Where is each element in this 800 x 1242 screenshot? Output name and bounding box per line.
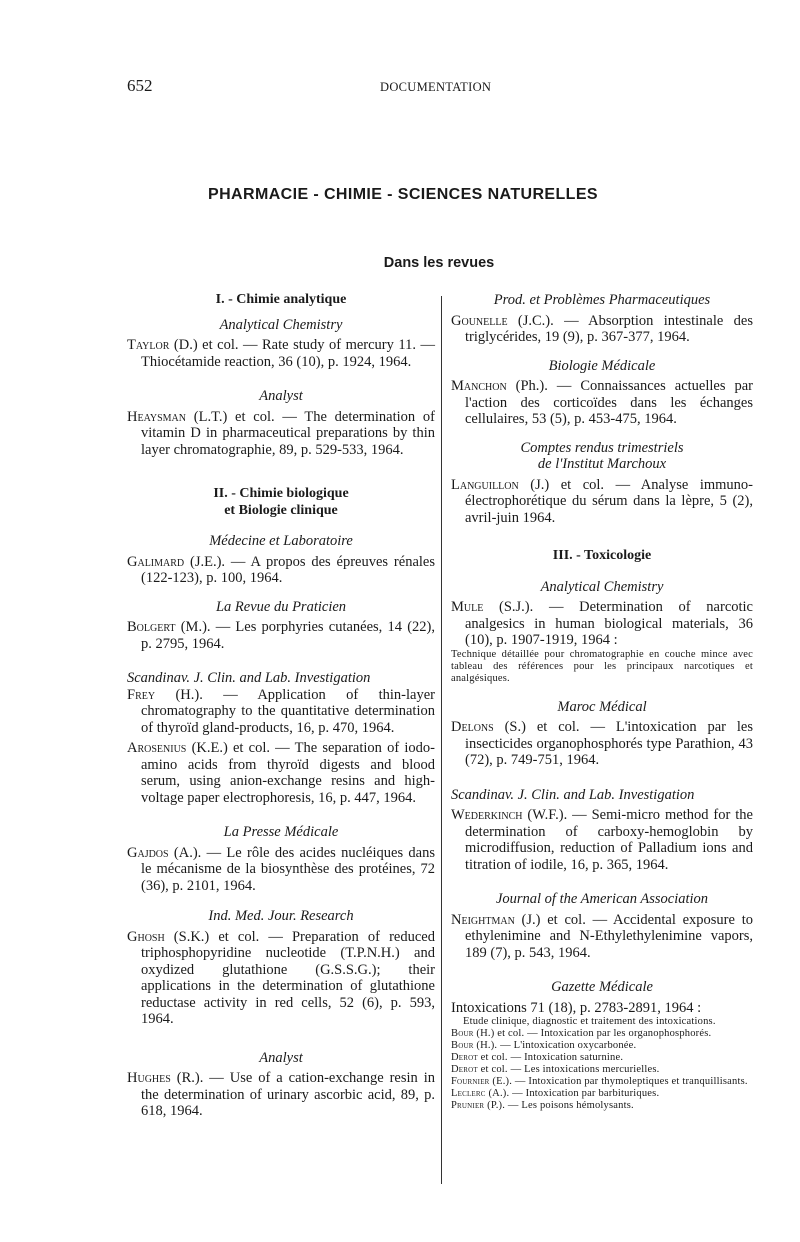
section-heading: et Biologie clinique xyxy=(224,502,338,518)
bibliography-entry xyxy=(451,912,753,962)
journal-title: La Presse Médicale xyxy=(223,824,339,840)
journal-title: Ind. Med. Jour. Research xyxy=(208,908,354,924)
entry-text: (Ph.). — Connaissances actuelles par l'action des corticoïdes dans les échanges cellulaires, 53 (5), p. 453-475, 1964. xyxy=(465,378,753,427)
entry-text: (K.E.) et col. — The separation of iodo-amino acids from thyroïd digests and blood serum, using anion-exchange resins and high-voltage paper electrophoresis, 16, p. 447, 1964. xyxy=(141,740,435,806)
journal-title: Médecine et Laboratoire xyxy=(209,533,353,549)
bibliography-entry xyxy=(451,313,753,346)
journal-title: Analyst xyxy=(259,388,303,404)
entry-text: (H.) et col. — Intoxication par les organophosphorés. xyxy=(473,1028,712,1039)
bibliography-entry xyxy=(127,409,435,459)
sub-entry xyxy=(451,1040,753,1052)
entry-text: (J.) et col. — Accidental exposure to ethylenimine and N-Ethylethylenimine vapors, 189 (7), p. 543, 1964. xyxy=(465,911,753,961)
sub-entry xyxy=(451,1064,753,1076)
journal-title: Journal of the American Association xyxy=(495,891,709,907)
journal-title: Biologie Médicale xyxy=(548,357,656,374)
sub-entry xyxy=(451,1052,753,1064)
bibliography-entry: Intoxications 71 (18), p. 2783-2891, 1964 : xyxy=(451,999,702,1016)
entry-text: (A.). — Le rôle des acides nucléiques dans le mécanisme de la biosynthèse des protéines, 72 (36), p. 2101, 1964. xyxy=(141,844,435,894)
author-name: Wederkinch xyxy=(451,807,523,823)
author-name: Bolgert xyxy=(127,619,176,635)
page-subtitle: Dans les revues xyxy=(383,255,495,271)
author-name: Manchon xyxy=(451,378,507,394)
journal-title: Analytical Chemistry xyxy=(540,578,664,595)
entry-text: (P.). — Les poisons hémolysants. xyxy=(484,1100,634,1111)
author-name: Hughes xyxy=(127,1070,171,1086)
journal-title: Gazette Médicale xyxy=(551,979,653,995)
left-column xyxy=(127,292,435,1120)
sub-entry xyxy=(451,1028,753,1040)
entry-text: et col. — Les intoxications mercurielles. xyxy=(477,1064,660,1075)
entry-text: (S.J.). — Determination of narcotic analgesics in human biological materials, 36 (10), p. 1907-1919, 1964 : xyxy=(465,599,753,648)
entry-text: (W.F.). — Semi-micro method for the determination of carboxy-hemoglobin by microdiffusion, reduction of Palladium ions and titration of iodile, 16, p. 365, 1964. xyxy=(465,807,753,873)
author-name: Derot xyxy=(451,1064,478,1075)
sub-entry xyxy=(451,1076,753,1088)
entry-text: (R.). — Use of a cation-exchange resin in the determination of urinary ascorbic acid, 89, p. 618, 1964. xyxy=(141,1070,435,1119)
journal-title: La Revue du Praticien xyxy=(215,598,347,615)
journal-title: Scandinav. J. Clin. and Lab. Investigation xyxy=(451,786,695,803)
bibliography-entry xyxy=(451,807,753,873)
author-name: Galimard xyxy=(127,553,185,570)
author-name: Neightman xyxy=(451,911,515,928)
author-name: Gajdos xyxy=(127,844,169,861)
bibliography-entry xyxy=(451,599,753,649)
entry-text: (J.E.). — A propos des épreuves rénales (122-123), p. 100, 1964. xyxy=(141,553,435,586)
bibliography-entry xyxy=(127,740,435,806)
author-name: Delons xyxy=(451,719,494,735)
entry-text: (H.). — Application of thin-layer chromatography to the quantitative determination of thyroïd gland-products, 16, p. 470, 1964. xyxy=(141,686,435,736)
author-name: Arosenius xyxy=(127,740,187,756)
entry-text: (S.) et col. — L'intoxication par les insecticides organophosphorés type Parathion, 43 (72), p. 749-751, 1964. xyxy=(465,719,753,768)
sub-entry xyxy=(451,1100,753,1112)
author-name: Bour xyxy=(451,1028,474,1039)
bibliography-entry xyxy=(127,845,435,895)
bibliography-entry xyxy=(451,477,753,527)
bibliography-entry xyxy=(127,929,435,1028)
author-name: Mule xyxy=(451,599,484,615)
bibliography-entry xyxy=(451,719,753,769)
journal-title: Scandinav. J. Clin. and Lab. Investigation xyxy=(127,670,371,686)
author-name: Derot xyxy=(451,1052,478,1063)
entry-text: (S.K.) et col. — Preparation of reduced triphosphopyridine nucleotide (T.P.N.H.) and oxydized glutathione (G.S.S.G.); their applications in the determination of glutathione reductase activity in red cells, 52 (6), p. 593, 1964. xyxy=(141,928,435,1027)
bibliography-entry xyxy=(127,619,435,652)
author-name: Heaysman xyxy=(127,408,187,425)
bibliography-entry xyxy=(127,1070,435,1120)
entry-text: (M.). — Les porphyries cutanées, 14 (22), p. 2795, 1964. xyxy=(141,619,435,652)
author-name: Frey xyxy=(127,686,156,703)
entry-text: (D.) et col. — Rate study of mercury 11. — Thiocétamide reaction, 36 (10), p. 1924, 1964. xyxy=(141,337,435,370)
sub-entry xyxy=(451,1088,753,1100)
column-divider xyxy=(441,296,442,1184)
journal-title: Maroc Médical xyxy=(557,698,647,715)
author-name: Gounelle xyxy=(451,312,508,329)
running-head: DOCUMENTATION xyxy=(380,80,492,94)
bibliography-entry xyxy=(127,687,435,737)
entry-note: Technique détaillée pour chromatographie en couche mince avec tableau des références pour les principaux narcotiques et analgésiques. xyxy=(451,648,753,684)
entry-text: (J.) et col. — Analyse immuno-électrophorétique du sérum dans la lèpre, 5 (2), avril-juin 1964. xyxy=(465,476,753,526)
journal-title: Comptes rendus trimestriels xyxy=(520,439,684,456)
section-heading: I. - Chimie analytique xyxy=(215,292,347,307)
journal-title: Prod. et Problèmes Pharmaceutiques xyxy=(493,292,711,308)
entry-text: (J.C.). — Absorption intestinale des triglycérides, 19 (9), p. 367-377, 1964. xyxy=(465,312,753,345)
right-column xyxy=(451,292,753,1112)
section-heading: III. - Toxicologie xyxy=(552,548,652,563)
entry-text: (H.). — L'intoxication oxycarbonée. xyxy=(473,1040,637,1051)
page-header xyxy=(0,76,800,100)
author-name: Taylor xyxy=(127,337,170,353)
author-name: Prunier xyxy=(451,1100,485,1111)
author-name: Fournier xyxy=(451,1076,490,1087)
entry-note: Etude clinique, diagnostic et traitement des intoxications. xyxy=(463,1016,716,1027)
entry-text: et col. — Intoxication saturnine. xyxy=(477,1052,624,1063)
author-name: Languillon xyxy=(451,476,519,493)
page-title: PHARMACIE - CHIMIE - SCIENCES NATURELLES xyxy=(208,186,598,203)
bibliography-entry xyxy=(127,554,435,587)
journal-title: Analytical Chemistry xyxy=(219,316,343,333)
entry-text: (E.). — Intoxication par thymoleptiques et tranquillisants. xyxy=(489,1076,748,1087)
entry-text: (A.). — Intoxication par barbituriques. xyxy=(485,1088,660,1099)
section-heading: II. - Chimie biologique xyxy=(213,486,349,501)
page-number: 652 xyxy=(127,76,153,95)
entry-text: (L.T.) et col. — The determination of vitamin D in pharmaceutical preparations by thin layer chromatographie, 89, p. 529-533, 1964. xyxy=(141,408,435,458)
author-name: Leclerc xyxy=(451,1088,486,1099)
bibliography-entry xyxy=(451,378,753,428)
journal-title: Analyst xyxy=(259,1049,303,1066)
journal-title: de l'Institut Marchoux xyxy=(537,456,667,472)
bibliography-entry xyxy=(127,337,435,370)
author-name: Bour xyxy=(451,1040,474,1051)
author-name: Ghosh xyxy=(127,928,165,945)
